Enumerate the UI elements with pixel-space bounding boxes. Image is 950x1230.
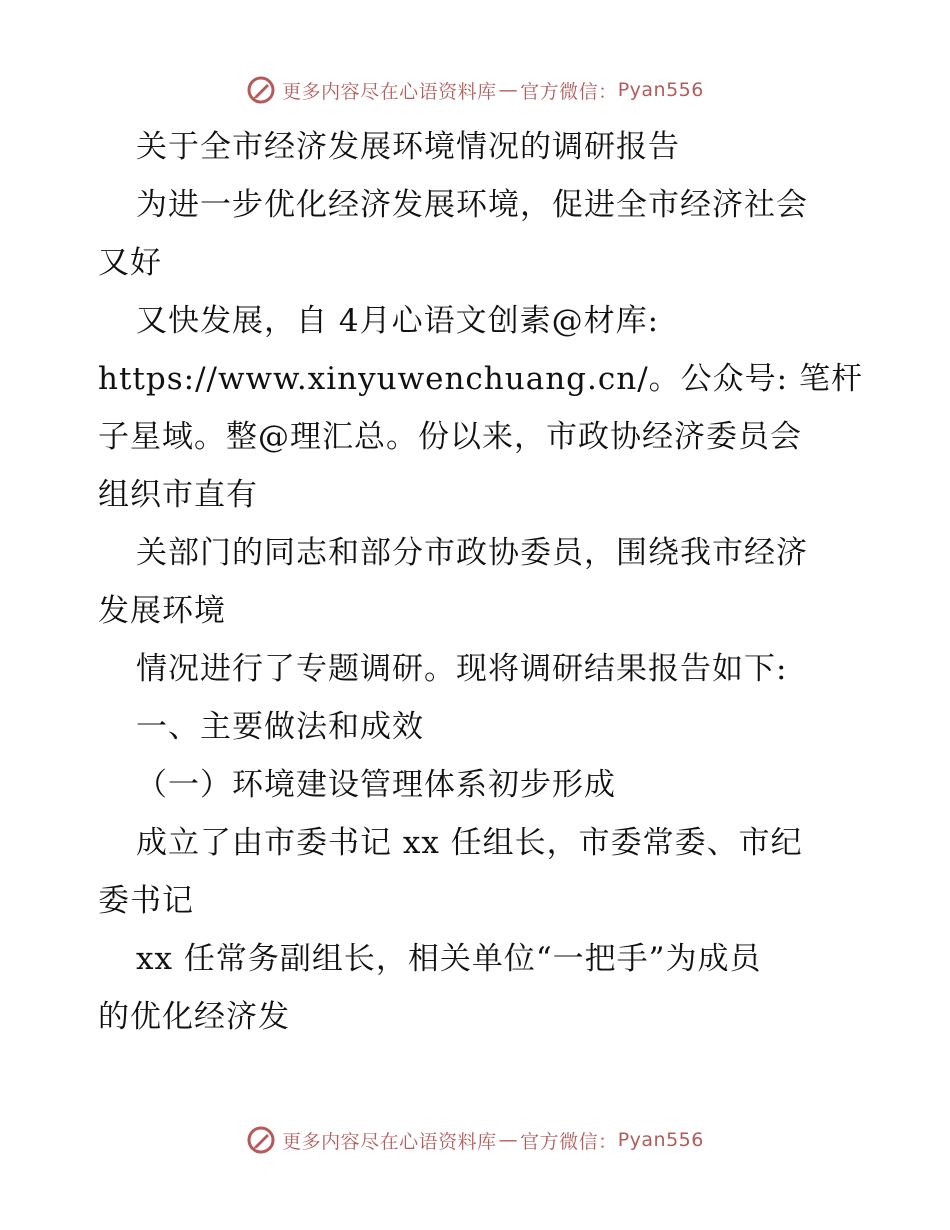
text-line: 组织市直有 (98, 477, 258, 513)
text-line: 又快发展，自 4月心语文创素@材库: (136, 303, 660, 339)
text-line: 关于全市经济发展环境情况的调研报告 (136, 129, 680, 165)
banner-text: 更多内容尽在心语资料库 (282, 80, 497, 103)
text-line: 关部门的同志和部分市政协委员，围绕我市经济 (136, 535, 808, 571)
text-line: 子星域。整@理汇总。份以来，市政协经济委员会 (98, 419, 802, 455)
pen-logo-icon (246, 1125, 276, 1155)
text-line: 成立了由市委书记 xx 任组长，市委常委、市纪 (136, 825, 803, 861)
banner-wechat-id: Pyan556 (617, 79, 704, 101)
banner-separator: — (498, 79, 519, 101)
pen-logo-icon (246, 75, 276, 105)
banner-separator: — (498, 1129, 519, 1151)
text-line: 为进一步优化经济发展环境，促进全市经济社会 (136, 187, 808, 223)
text-line: 发展环境 (98, 593, 226, 629)
header-watermark-banner (0, 70, 950, 110)
text-line: 一、主要做法和成效 (136, 709, 424, 745)
text-line: 委书记 (98, 883, 194, 919)
text-line: （一）环境建设管理体系初步形成 (136, 767, 616, 803)
text-line: 又好 (98, 245, 162, 281)
document-body (98, 118, 863, 1046)
banner-wechat-id: Pyan556 (617, 1129, 704, 1151)
text-line: xx 任常务副组长，相关单位“一把手”为成员 (136, 941, 762, 977)
banner-wechat-label: 官方微信： (520, 80, 618, 103)
text-line: 情况进行了专题调研。现将调研结果报告如下: (136, 651, 788, 687)
banner-text: 更多内容尽在心语资料库 (282, 1130, 497, 1153)
text-line: 的优化经济发 (98, 999, 290, 1035)
banner-wechat-label: 官方微信： (520, 1130, 618, 1153)
footer-watermark-banner (0, 1120, 950, 1160)
text-line: https://www.xinyuwenchuang.cn/。公众号: 笔杆 (98, 361, 863, 397)
